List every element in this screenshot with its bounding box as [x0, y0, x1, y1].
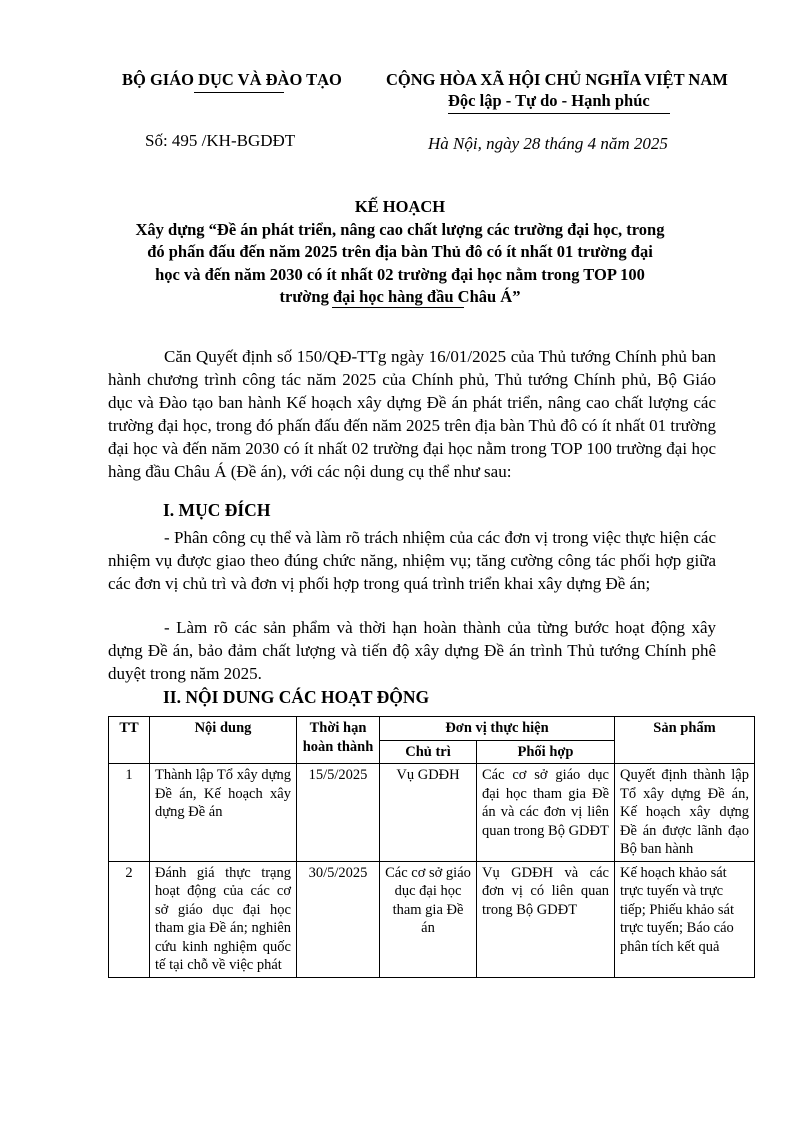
row-product: Kế hoạch khảo sát trực tuyến và trực tiếp; Phiếu khảo sát trực tuyến; Báo cáo phân tích kết quả: [615, 861, 755, 977]
header-lead: Chủ trì: [380, 740, 477, 764]
header-product: Sản phẩm: [615, 717, 755, 764]
section-2-heading: II. NỘI DUNG CÁC HOẠT ĐỘNG: [163, 687, 430, 707]
header-units: Đơn vị thực hiện: [380, 717, 615, 741]
title-underline: [332, 307, 464, 308]
title-line-1: Xây dựng “Đề án phát triển, nâng cao chất lượng các trường đại học, trong: [135, 219, 665, 239]
title-line-2: đó phấn đấu đến năm 2025 trên địa bàn Thủ đô có ít nhất 01 trường đại: [147, 242, 653, 261]
row-tt: 1: [109, 764, 150, 862]
row-coop: Các cơ sở giáo dục đại học tham gia Đề án và các đơn vị liên quan trong Bộ GDĐT: [477, 764, 615, 862]
header-tt: TT: [109, 717, 150, 764]
ministry-underline: [194, 92, 284, 93]
row-deadline: 15/5/2025: [297, 764, 380, 862]
section-1-paragraph-2: - Làm rõ các sản phẩm và thời hạn hoàn thành của từng bước hoạt động xây dựng Đề án, bảo đảm chất lượng và tiến độ xây dựng Đề án trình Thủ tướng Chính phê duyệt trong năm 2025.: [108, 618, 716, 683]
row-deadline: 30/5/2025: [297, 861, 380, 977]
document-date: Hà Nội, ngày 28 tháng 4 năm 2025: [428, 134, 668, 153]
motto-underline: [448, 113, 670, 114]
row-product: Quyết định thành lập Tổ xây dựng Đề án, Kế hoạch xây dựng Đề án được lãnh đạo Bộ ban hành: [615, 764, 755, 862]
row-tt: 2: [109, 861, 150, 977]
doc-type: KẾ HOẠCH: [354, 197, 446, 216]
intro-paragraph: Căn Quyết định số 150/QĐ-TTg ngày 16/01/2025 của Thủ tướng Chính phủ ban hành chương trình công tác năm 2025 của Chính phủ, Thủ tướng Chính phủ, Bộ Giáo dục và Đào tạo ban hành Kế hoạch xây dựng Đề án phát triển, nâng cao chất lượng các trường đại học, trong đó phấn đấu đến năm 2025 trên địa bàn Thủ đô có ít nhất 01 trường đại học và đến năm 2030 có ít nhất 02 trường đại học nằm trong TOP 100 trường đại học hàng đầu Châu Á (Đề án), với các nội dung cụ thể như sau:: [108, 347, 716, 481]
activities-table: [108, 716, 755, 978]
title-line-4: trường đại học hàng đầu Châu Á”: [279, 287, 521, 306]
document-title: [60, 196, 740, 309]
row-lead: Các cơ sở giáo dục đại học tham gia Đề án: [380, 861, 477, 977]
row-coop: Vụ GDĐH và các đơn vị có liên quan trong Bộ GDĐT: [477, 861, 615, 977]
section-1-heading: I. MỤC ĐÍCH: [163, 500, 271, 520]
title-line-3: học và đến năm 2030 có ít nhất 02 trường đại học nằm trong TOP 100: [155, 264, 645, 284]
table-header-row: [109, 717, 755, 741]
ministry-name: BỘ GIÁO DỤC VÀ ĐÀO TẠO: [122, 70, 342, 89]
republic-name: CỘNG HÒA XÃ HỘI CHỦ NGHĨA VIỆT NAM: [386, 70, 728, 89]
header-coop: Phối hợp: [477, 740, 615, 764]
document-number: Số: 495 /KH-BGDĐT: [145, 131, 296, 150]
section-1-paragraph-1: - Phân công cụ thể và làm rõ trách nhiệm của các đơn vị trong việc thực hiện các nhiệm vụ được giao theo đúng chức năng, nhiệm vụ; tăng cường công tác phối hợp giữa các đơn vị chủ trì và đơn vị phối hợp trong quá trình triển khai xây dựng Đề án;: [108, 528, 716, 593]
header-content: Nội dung: [150, 717, 297, 764]
row-lead: Vụ GDĐH: [380, 764, 477, 862]
table-row: [109, 861, 755, 977]
row-content: Đánh giá thực trạng hoạt động của các cơ sở giáo dục đại học tham gia Đề án; nghiên cứu kinh nghiệm quốc tế tại chỗ về việc phát: [150, 861, 297, 977]
table-row: [109, 764, 755, 862]
row-content: Thành lập Tổ xây dựng Đề án, Kế hoạch xây dựng Đề án: [150, 764, 297, 862]
motto: Độc lập - Tự do - Hạnh phúc: [448, 91, 650, 110]
header-deadline: Thời hạn hoàn thành: [297, 717, 380, 764]
